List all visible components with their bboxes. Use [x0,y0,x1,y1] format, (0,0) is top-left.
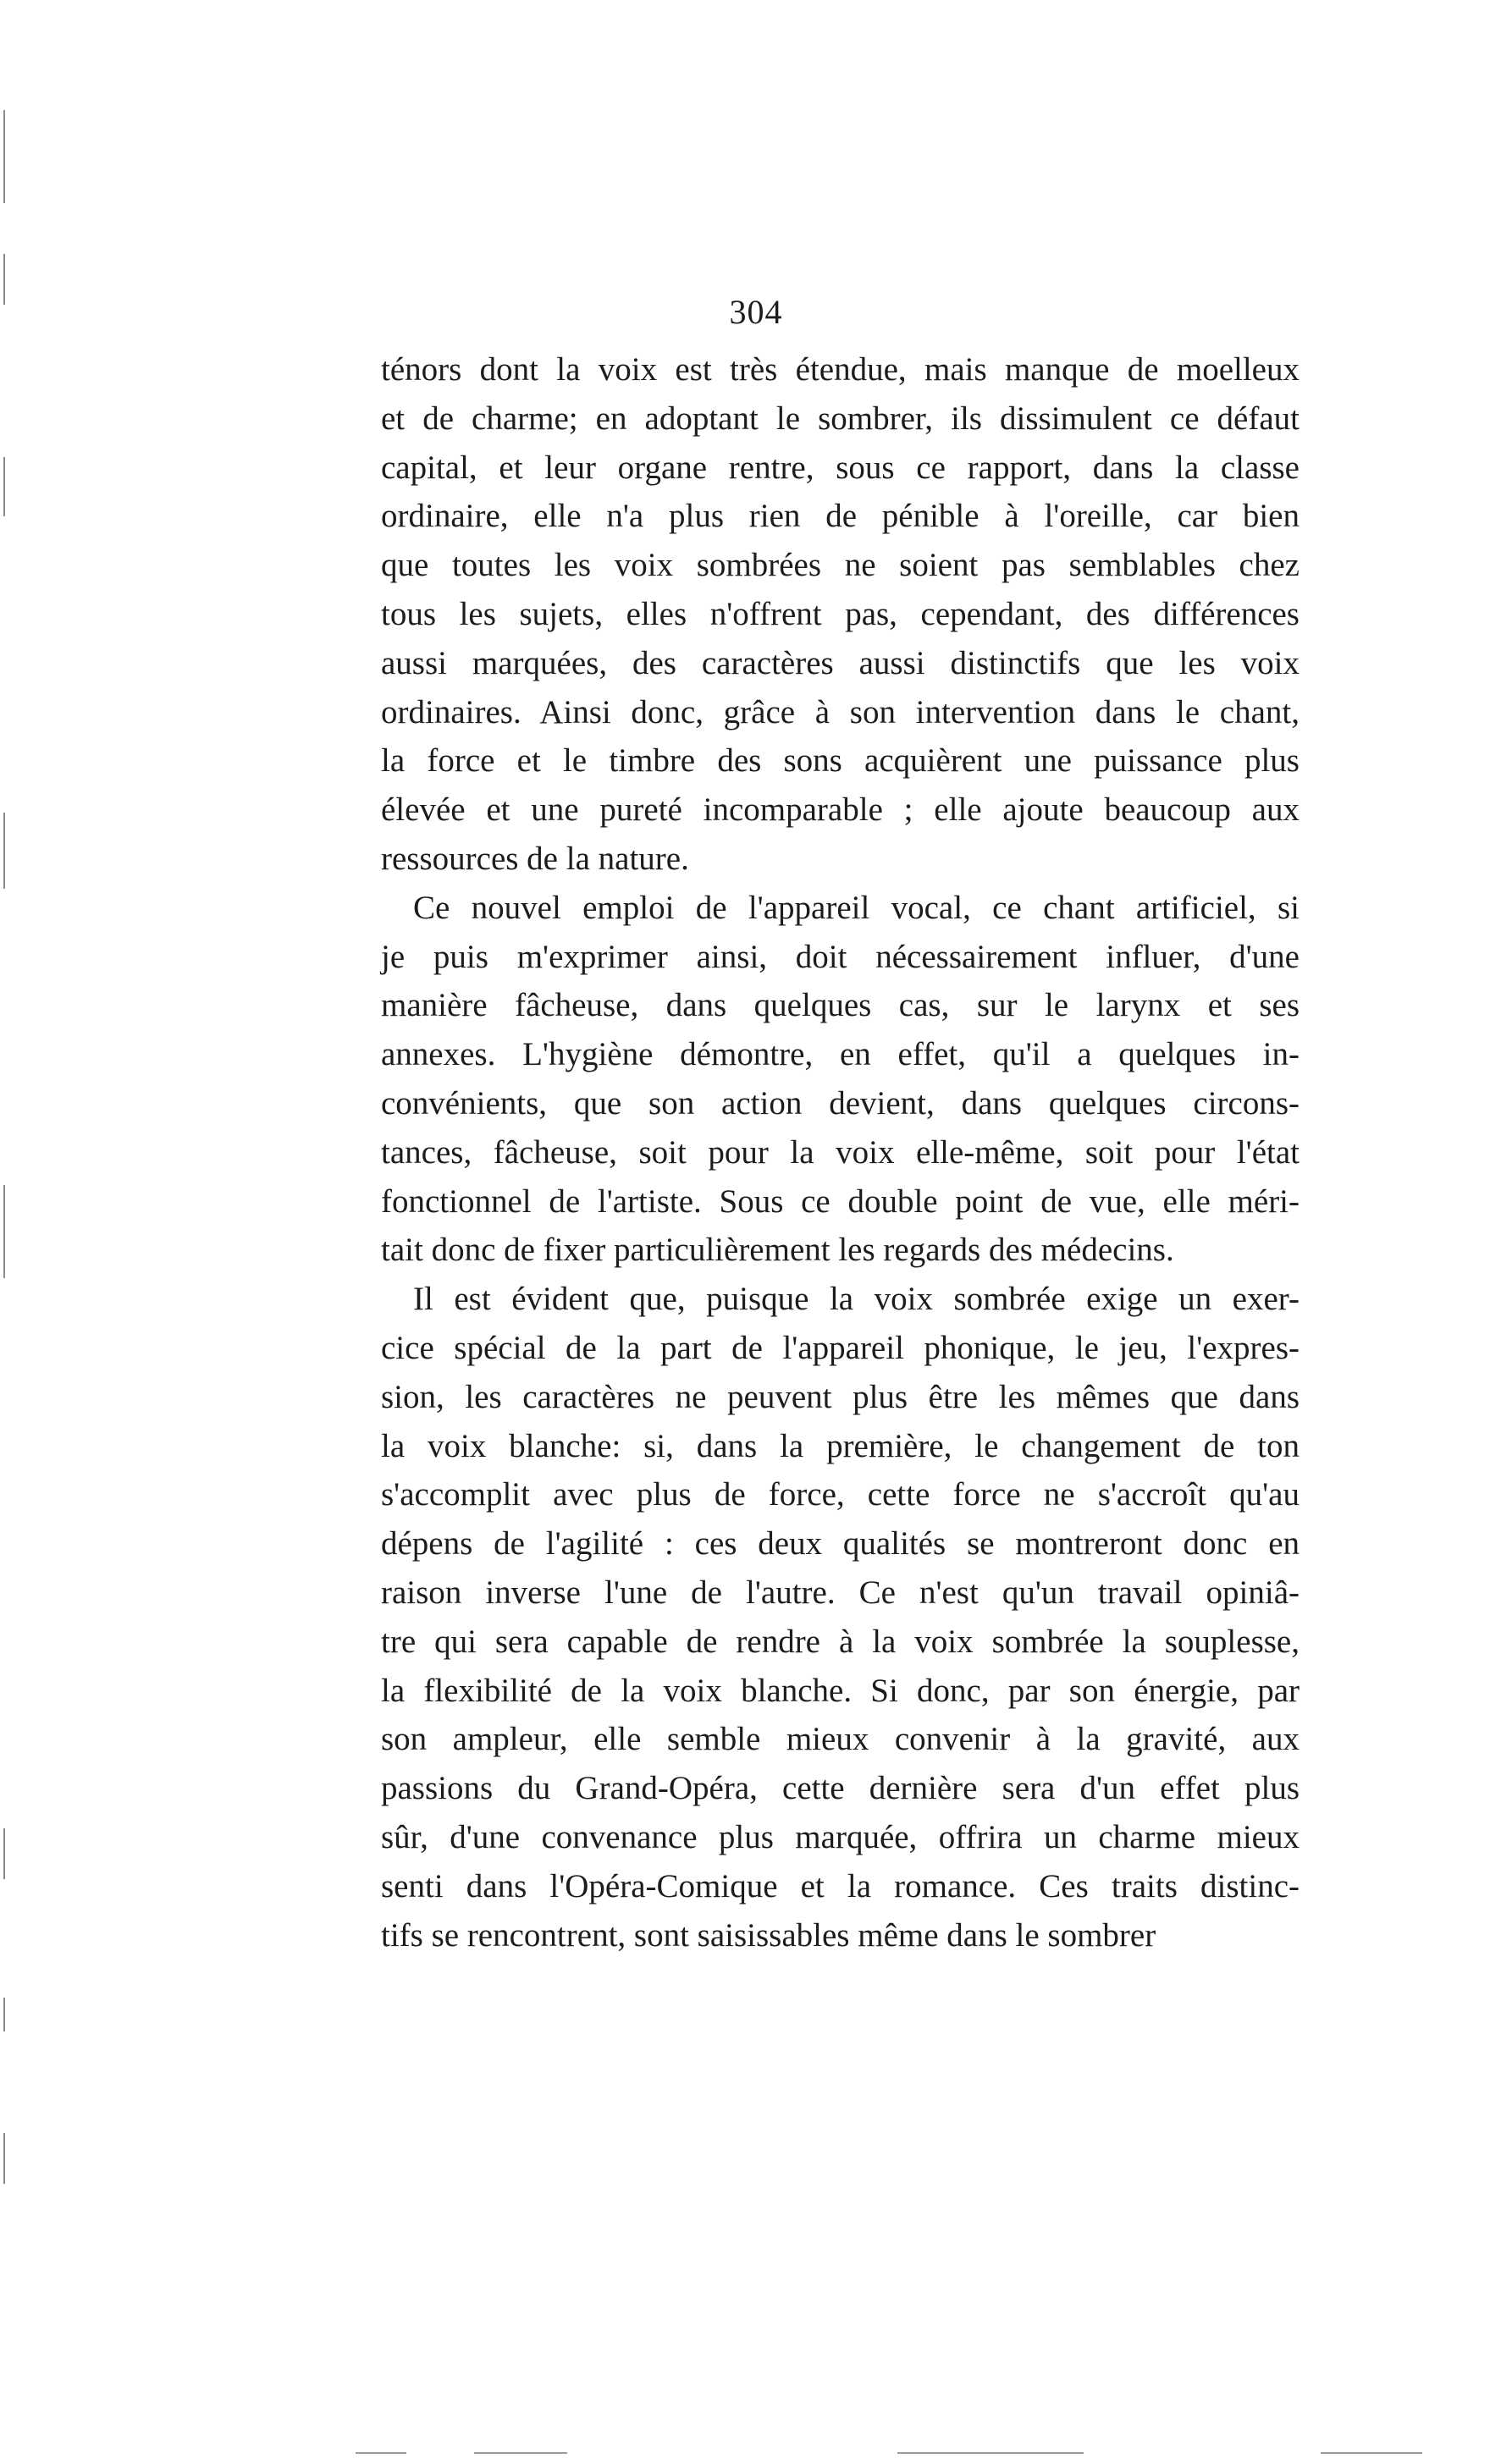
text-line: tre qui sera capable de rendre à la voix sombrée la souplesse, [381,1623,1300,1660]
text-line: je puis m'exprimer ainsi, doit nécessairement influer, d'une [381,938,1300,975]
scan-bottom-mark [897,2452,1084,2454]
scan-margin-mark [3,1185,5,1278]
text-line: senti dans l'Opéra-Comique et la romance. Ces traits distinc- [381,1867,1300,1905]
text-line: ordinaire, elle n'a plus rien de pénible à l'oreille, car bien [381,498,1300,535]
text-line: s'accomplit avec plus de force, cette force ne s'accroît qu'au [381,1476,1300,1513]
text-line: tances, fâcheuse, soit pour la voix elle-même, soit pour l'état [381,1133,1300,1171]
text-line: sion, les caractères ne peuvent plus être les mêmes que dans [381,1378,1300,1415]
paragraph [381,345,1300,884]
scan-margin-mark [3,1998,5,2031]
page-number: 304 [729,293,783,331]
paragraph [381,1275,1300,1960]
text-line: ressources de la nature. [381,840,689,877]
scan-margin-mark [3,254,5,305]
text-line: la force et le timbre des sons acquièrent une puissance plus [381,742,1300,780]
text-line: passions du Grand-Opéra, cette dernière sera d'un effet plus [381,1770,1300,1807]
text-line: dépens de l'agilité : ces deux qualités se montreront donc en [381,1525,1300,1563]
scan-margin-mark [3,110,5,203]
scan-margin-mark [3,457,5,516]
scan-margin-mark [3,1828,5,1879]
text-line: Il est évident que, puisque la voix sombrée exige un exer- [413,1281,1300,1318]
body-text [381,345,1300,1960]
scan-bottom-mark [1321,2452,1422,2454]
text-line: que toutes les voix sombrées ne soient pas semblables chez [381,547,1300,584]
text-line: la flexibilité de la voix blanche. Si donc, par son énergie, par [381,1672,1300,1709]
text-line: élevée et une pureté incomparable ; elle ajoute beaucoup aux [381,791,1300,829]
text-line: la voix blanche: si, dans la première, le changement de ton [381,1427,1300,1464]
scan-margin-mark [3,813,5,889]
text-line: son ampleur, elle semble mieux convenir à la gravité, aux [381,1721,1300,1758]
text-line: tifs se rencontrent, sont saisissables même dans le sombrer [381,1916,1156,1954]
text-line: cice spécial de la part de l'appareil phonique, le jeu, l'expres- [381,1329,1300,1366]
text-line: raison inverse l'une de l'autre. Ce n'est qu'un travail opiniâ- [381,1574,1300,1611]
text-line: sûr, d'une convenance plus marquée, offrira un charme mieux [381,1818,1300,1855]
text-line: manière fâcheuse, dans quelques cas, sur le larynx et ses [381,987,1300,1024]
paragraph [381,884,1300,1275]
scan-margin-mark [3,2133,5,2184]
text-line: ordinaires. Ainsi donc, grâce à son intervention dans le chant, [381,693,1300,730]
text-line: Ce nouvel emploi de l'appareil vocal, ce chant artificiel, si [413,889,1300,926]
text-line: et de charme; en adoptant le sombrer, ils dissimulent ce défaut [381,400,1300,437]
text-line: aussi marquées, des caractères aussi distinctifs que les voix [381,644,1300,681]
text-line: convénients, que son action devient, dans quelques circons- [381,1084,1300,1122]
text-line: annexes. L'hygiène démontre, en effet, qu'il a quelques in- [381,1036,1300,1073]
scan-bottom-mark [474,2452,567,2454]
text-line: tait donc de fixer particulièrement les regards des médecins. [381,1232,1174,1269]
text-line: capital, et leur organe rentre, sous ce rapport, dans la classe [381,449,1300,486]
scan-bottom-mark [356,2452,406,2454]
text-line: tous les sujets, elles n'offrent pas, cependant, des différences [381,595,1300,632]
text-line: fonctionnel de l'artiste. Sous ce double point de vue, elle méri- [381,1182,1300,1220]
text-line: ténors dont la voix est très étendue, mais manque de moelleux [381,351,1300,388]
